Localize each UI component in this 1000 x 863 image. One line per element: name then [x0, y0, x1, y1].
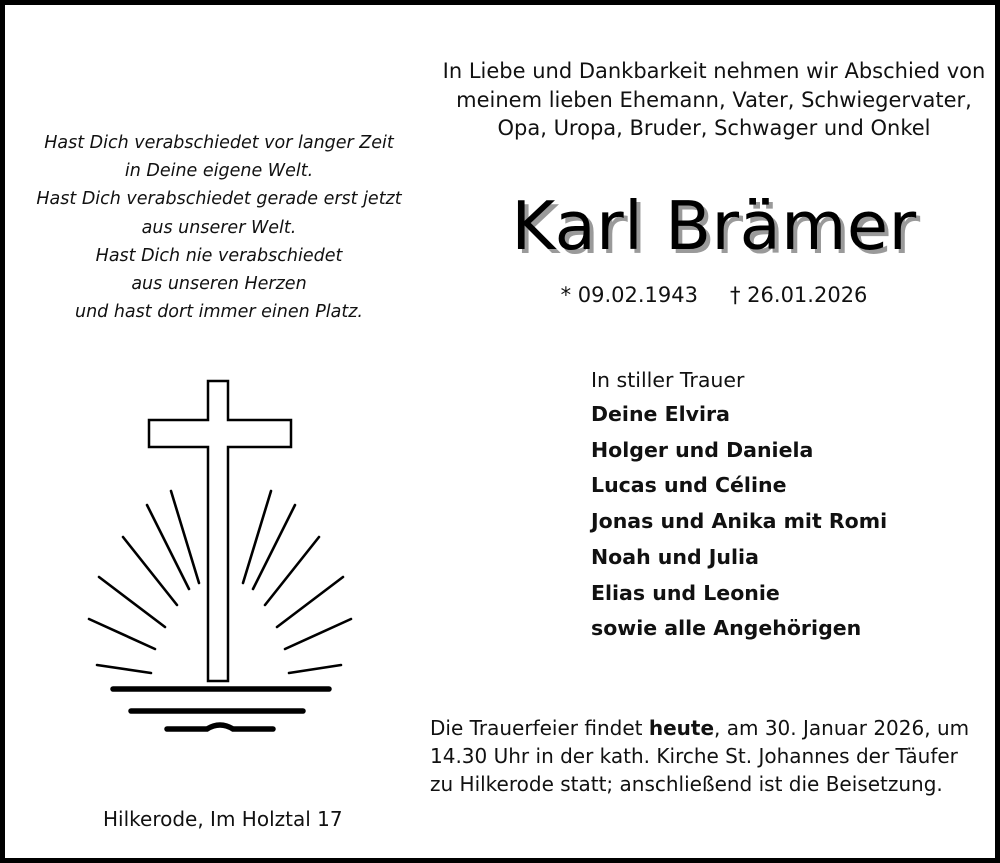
water-lines — [113, 689, 329, 729]
service-today: heute — [648, 716, 715, 740]
intro-line: Opa, Uropa, Bruder, Schwager und Onkel — [497, 116, 931, 140]
poem-line: in Deine eigene Welt. — [124, 161, 314, 182]
mourner-name: sowie alle Angehörigen — [591, 616, 862, 641]
mourner-name: Jonas und Anika mit Romi — [591, 509, 888, 534]
intro-line: meinem lieben Ehemann, Vater, Schwiegervater, — [456, 87, 972, 112]
death-date: † 26.01.2026 — [730, 283, 868, 307]
service-text: , am 30. Januar 2026, um — [714, 716, 970, 740]
mourner-name: Holger und Daniela — [591, 437, 814, 462]
service-text: Die Trauerfeier findet — [430, 716, 649, 740]
mourner-name: Deine Elvira — [591, 402, 730, 426]
deceased-name: Karl Brämer — [511, 187, 917, 265]
cross-sunrise-emblem-icon — [85, 377, 355, 747]
service-line — [430, 714, 1000, 742]
mourners-lead: In stiller Trauer — [591, 368, 745, 392]
mourner-name: Elias und Leonie — [591, 580, 780, 605]
poem — [19, 129, 419, 326]
birth-date: * 09.02.1943 — [560, 283, 698, 307]
intro-line: In Liebe und Dankbarkeit nehmen wir Abschied von — [442, 59, 986, 83]
intro-text — [423, 57, 1000, 143]
family-address: Hilkerode, Im Holztal 17 — [103, 807, 343, 831]
mourner-name: Noah und Julia — [591, 544, 759, 569]
cross-shape — [149, 381, 291, 681]
life-dates — [423, 281, 1000, 309]
service-line: zu Hilkerode statt; anschließend ist die Beisetzung. — [430, 772, 943, 797]
mourner-name: Lucas und Céline — [591, 473, 787, 498]
poem-line: Hast Dich verabschiedet vor langer Zeit — [44, 133, 394, 153]
poem-line: aus unserer Welt. — [141, 217, 297, 238]
poem-line: und hast dort immer einen Platz. — [74, 302, 363, 323]
poem-line: Hast Dich nie verabschiedet — [95, 245, 343, 266]
mourners-list — [591, 363, 991, 647]
service-notice — [430, 714, 1000, 799]
service-line: 14.30 Uhr in der kath. Kirche St. Johannes der Täufer — [430, 744, 958, 769]
poem-line: Hast Dich verabschiedet gerade erst jetzt — [36, 189, 402, 210]
poem-line: aus unseren Herzen — [131, 274, 307, 295]
